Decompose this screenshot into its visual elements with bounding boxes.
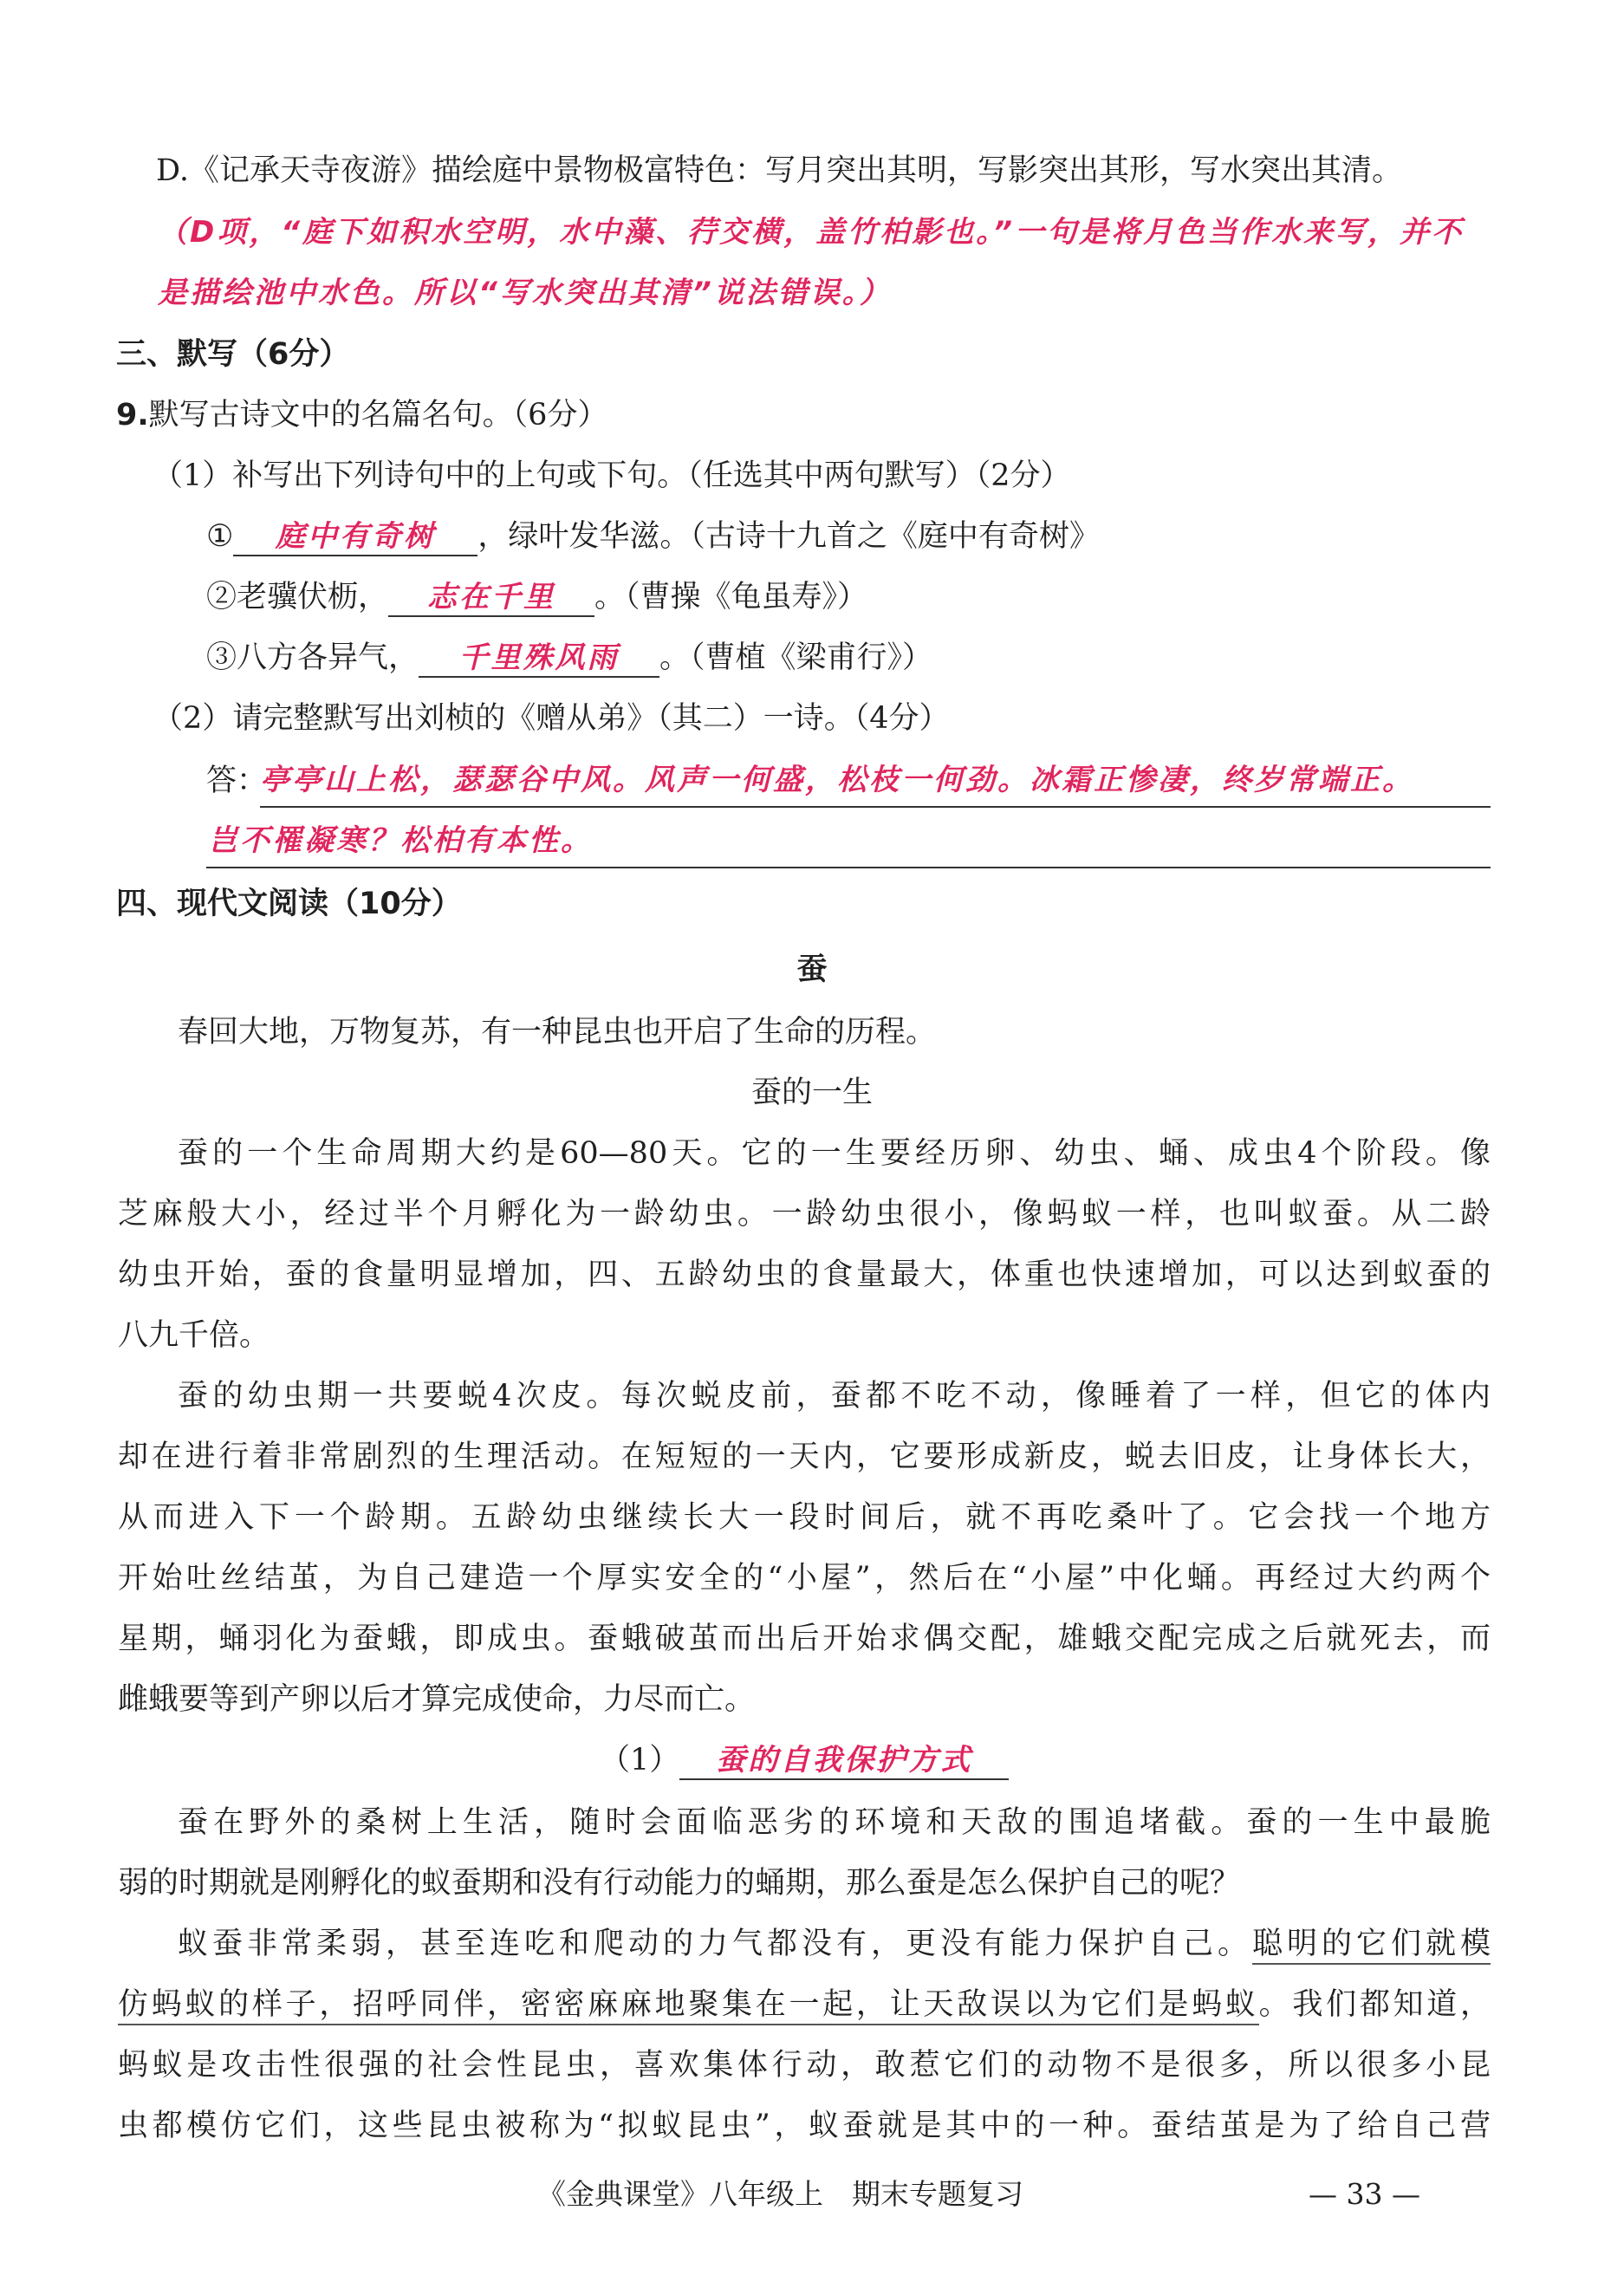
- article-subtitle-2: [600, 1742, 1009, 1780]
- subtitle-2-answer: 蚕的自我保护方式: [679, 1743, 1009, 1780]
- p4-line: 蚂蚁是攻击性很强的社会性昆虫，喜欢集体行动，敢惹它们的动物不是很多，所以很多小昆: [118, 2048, 1491, 2083]
- article-intro: 春回大地，万物复苏，有一种昆虫也开启了生命的历程。: [178, 1015, 937, 1050]
- q9-line3-answer: 千里殊风雨: [419, 640, 659, 678]
- q9-line2: [206, 579, 867, 617]
- q9-line1-answer: 庭中有奇树: [233, 519, 477, 556]
- q9-line2-suffix: 。（曹操《龟虽寿》）: [594, 580, 868, 614]
- p2-line: 从而进入下一个龄期。五龄幼虫继续长大一段时间后，就不再吃桑叶了。它会找一个地方: [118, 1500, 1491, 1535]
- section-3-title: 三、默写（6分）: [116, 337, 350, 372]
- q9-line1-prefix: ①: [206, 519, 234, 554]
- p1-line: 蚕的一个生命周期大约是60—80天。它的一生要经历卵、幼虫、蛹、成虫4个阶段。像: [178, 1136, 1491, 1171]
- p4-line1-plain: 蚁蚕非常柔弱，甚至连吃和爬动的力气都没有，更没有能力保护自己。: [178, 1927, 1252, 1961]
- q9-line3-suffix: 。（曹植《梁甫行》）: [659, 640, 933, 675]
- item-d-answer-line2: 是描绘池中水色。所以“写水突出其清”说法错误。）: [158, 276, 892, 310]
- q9-sub2: （2）请完整默写出刘桢的《赠从弟》（其二）一诗。（4分）: [153, 701, 950, 736]
- answer-rule-2: [206, 867, 1491, 868]
- p4-line2: [118, 1986, 1491, 2023]
- p2-line: 开始吐丝结茧，为自己建造一个厚实安全的“小屋”，然后在“小屋”中化蛹。再经过大约两个: [118, 1561, 1491, 1596]
- q9-line1-suffix: ，绿叶发华滋。（古诗十九首之《庭中有奇树》: [477, 519, 1100, 554]
- article-title: 蚕: [796, 952, 828, 987]
- question-9-stem: 默写古诗文中的名篇名句。（6分）: [148, 398, 608, 432]
- answer-rule-1: [260, 806, 1491, 808]
- p1-line: 八九千倍。: [118, 1318, 270, 1353]
- q9-answer-label: 答：: [206, 764, 268, 798]
- p4-line2-plain: 。我们都知道，: [1258, 1987, 1491, 2022]
- p2-line: 星期，蛹羽化为蚕蛾，即成虫。蚕蛾破茧而出后开始求偶交配，雄蛾交配完成之后就死去，而: [118, 1622, 1491, 1656]
- q9-poem-line2: 岂不罹凝寒？松柏有本性。: [208, 823, 593, 858]
- question-9-number: 9.: [116, 398, 149, 432]
- item-d-answer-line1: （D项，“庭下如积水空明，水中藻、荇交横，盖竹柏影也。”一句是将月色当作水来写，并不: [158, 215, 1465, 250]
- item-d-text: D.《记承天寺夜游》描绘庭中景物极富特色：写月突出其明，写影突出其形，写水突出其清。: [156, 153, 1402, 188]
- subtitle-2-number: （1）: [600, 1743, 680, 1778]
- p1-line: 芝麻般大小，经过半个月孵化为一龄幼虫。一龄幼虫很小，像蚂蚁一样，也叫蚁蚕。从二龄: [118, 1197, 1491, 1232]
- p2-line: 雌蛾要等到产卵以后才算完成使命，力尽而亡。: [118, 1682, 756, 1717]
- p2-line: 蚕的幼虫期一共要蜕4次皮。每次蜕皮前，蚕都不吃不动，像睡着了一样，但它的体内: [178, 1379, 1491, 1414]
- p4-line1: [178, 1926, 1491, 1962]
- p4-line2-underlined: 仿蚂蚁的样子，招呼同伴，密密麻麻地聚集在一起，让天敌误以为它们是蚂蚁: [118, 1987, 1259, 2025]
- p3-line: 弱的时期就是刚孵化的蚁蚕期和没有行动能力的蛹期，那么蚕是怎么保护自己的呢？: [118, 1866, 1241, 1901]
- q9-sub1: （1）补写出下列诗句中的上句或下句。（任选其中两句默写）（2分）: [153, 458, 1071, 493]
- footer-page-number: — 33 —: [1309, 2177, 1420, 2211]
- q9-line3: [206, 640, 932, 678]
- p3-line: 蚕在野外的桑树上生活，随时会面临恶劣的环境和天敌的围追堵截。蚕的一生中最脆: [178, 1805, 1491, 1840]
- q9-line1: [206, 518, 1100, 556]
- footer-book-title: 《金典课堂》八年级上 期末专题复习: [537, 2177, 1023, 2211]
- q9-line2-prefix: ②老骥伏枥，: [206, 580, 389, 614]
- article-subtitle-1: 蚕的一生: [750, 1076, 873, 1110]
- p4-line: 虫都模仿它们，这些昆虫被称为“拟蚁昆虫”，蚁蚕就是其中的一种。蚕结茧是为了给自己营: [118, 2109, 1491, 2143]
- section-4-title: 四、现代文阅读（10分）: [116, 887, 462, 921]
- p2-line: 却在进行着非常剧烈的生理活动。在短短的一天内，它要形成新皮，蜕去旧皮，让身体长大，: [118, 1440, 1491, 1474]
- q9-line3-prefix: ③八方各异气，: [206, 640, 419, 675]
- q9-line2-answer: 志在千里: [388, 580, 594, 617]
- question-9: [116, 397, 607, 433]
- p4-line1-underlined: 聪明的它们就模: [1252, 1927, 1491, 1965]
- p1-line: 幼虫开始，蚕的食量明显增加，四、五龄幼虫的食量最大，体重也快速增加，可以达到蚁蚕的: [118, 1258, 1491, 1292]
- q9-poem-line1: 亭亭山上松，瑟瑟谷中风。风声一何盛，松枝一何劲。冰霜正惨凄，终岁常端正。: [260, 763, 1414, 797]
